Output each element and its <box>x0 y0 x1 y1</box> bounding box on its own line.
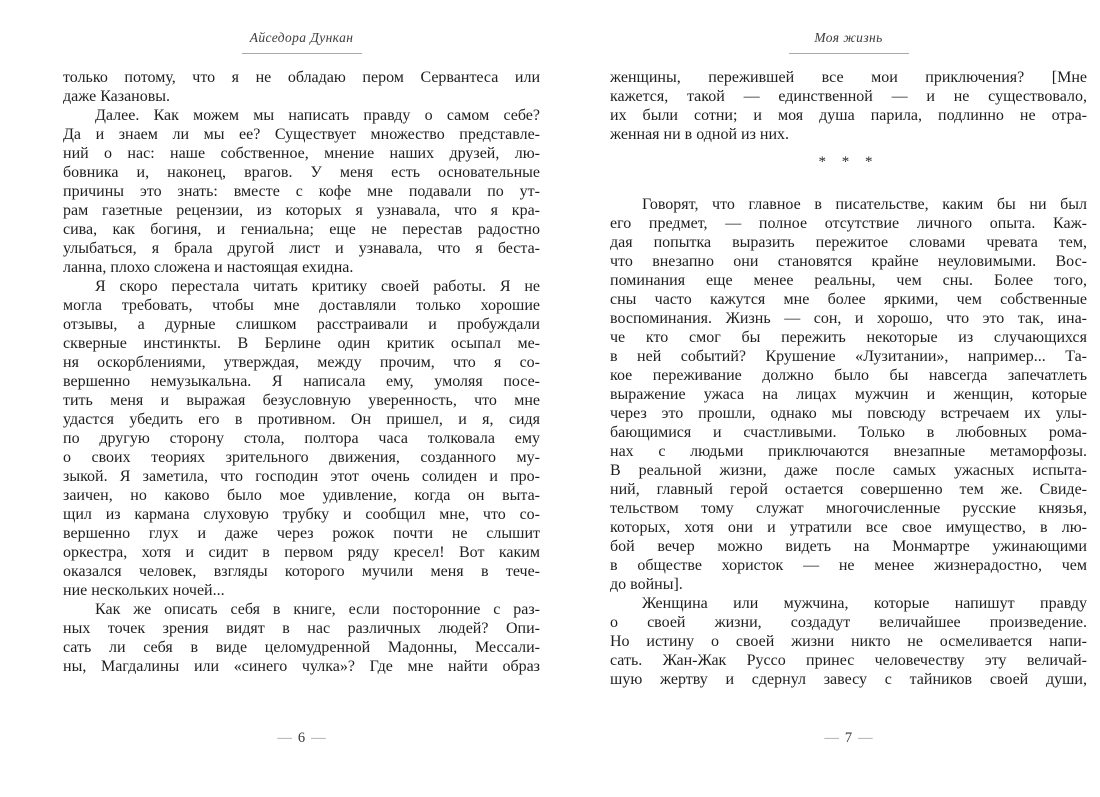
paragraph <box>63 68 540 106</box>
running-head-rule <box>789 53 909 54</box>
text-line: сать ли себя в виде целомудренной Мадонны, Мессали- <box>63 639 540 656</box>
text-line: Я скоро перестала читать критику своей работы. Я не <box>95 278 540 295</box>
text-line: рам газетные рецензии, из которых я узнавала, что я кра- <box>63 202 540 219</box>
text-line: заичен, но каково было мое удивление, когда он выта- <box>63 487 540 504</box>
text-line: кажется, такой — единственной — и не существовало, <box>610 88 1087 105</box>
paragraph <box>63 106 540 277</box>
text-line: сива, как богиня, и гениальна; еще не перестав радостно <box>63 221 540 238</box>
text-line: даже Казановы. <box>63 88 171 105</box>
text-line: что внезапно они становятся крайне неуловимыми. Вос- <box>610 253 1087 270</box>
text-line: ний, главный герой остается совершенно тем же. Свиде- <box>610 481 1087 498</box>
text-line: оказался человек, взгляды которого мучили меня в тече- <box>63 563 540 580</box>
text-line: Далее. Как можем мы написать правду о самом себе? <box>95 107 540 124</box>
text-line: отзывы, а дурные слишком расстраивали и пробуждали <box>63 316 540 333</box>
text-line: Говорят, что главное в писательстве, каким бы ни был <box>642 196 1087 213</box>
text-line: оркестра, хотя и сидит в первом ряду кресел! Вот каким <box>63 544 540 561</box>
text-line: причины это знать: вместе с кофе мне подавали по ут- <box>63 183 540 200</box>
text-line: их были сотни; и моя душа парила, подлинно не отра- <box>610 107 1087 124</box>
page-number-dash: — <box>824 730 839 746</box>
text-line: шую жертву и сдернул завесу с тайников своей души, <box>610 671 1087 688</box>
running-head-title: Моя жизнь <box>814 30 883 45</box>
text-line: Но истину о своей жизни никто не осмеливается напи- <box>610 633 1087 650</box>
text-line: воспоминания. Жизнь — сон, и хорошо, что это так, ина- <box>610 310 1087 327</box>
text-line: тельством тому служат многочисленные русские князья, <box>610 500 1087 517</box>
paragraph <box>63 277 540 600</box>
running-head-rule <box>242 53 362 54</box>
page-right <box>610 30 1087 746</box>
text-line: женщины, пережившей все мои приключения? [Мне <box>610 69 1087 86</box>
text-line: ня оскорблениями, утверждая, между прочим, что я со- <box>63 354 540 371</box>
text-line: че кто смог бы пережить некоторые из случающихся <box>610 329 1087 346</box>
text-line: Да и знаем ли мы ее? Существует множество представле- <box>63 126 540 143</box>
text-line: его предмет, — полное отсутствие личного опыта. Каж- <box>610 215 1087 232</box>
page-number-value: 6 <box>297 730 306 746</box>
page-number-dash: — <box>311 730 326 746</box>
text-line: удастся убедить его в противном. Он пришел, и я, сидя <box>63 411 540 428</box>
page-number-right <box>610 730 1087 746</box>
running-head-author: Айседора Дункан <box>249 30 354 45</box>
text-line: ний о нас: наше собственное, мнение наших друзей, лю- <box>63 145 540 162</box>
text-line: до войны]. <box>610 576 683 593</box>
page-number-left <box>63 730 540 746</box>
text-line: по другую сторону стола, полтора часа толковала ему <box>63 430 540 447</box>
text-line: сны часто кажутся мне более яркими, чем собственные <box>610 291 1087 308</box>
text-line: нах с людьми приключаются внезапные метаморфозы. <box>610 443 1087 460</box>
text-line: ны, Магдалины или «синего чулка»? Где мне найти образ <box>63 658 540 675</box>
text-line: ных точек зрения видят в нас различных людей? Опи- <box>63 620 540 637</box>
text-line: улыбаться, я брала другой лист и узнавала, что я беста- <box>63 240 540 257</box>
text-line: сать. Жан-Жак Руссо принес человечеству эту величай- <box>610 652 1087 669</box>
text-line: бой вечер можно видеть на Монмартре ужинающими <box>610 538 1087 555</box>
text-line: женная ни в одной из них. <box>610 126 790 143</box>
text-line: поминания еще менее реальны, чем сны. Более того, <box>610 272 1087 289</box>
text-line: которых, хотя они и утратили все свое имущество, в лю- <box>610 519 1087 536</box>
text-line: скверные инстинкты. В Берлине один критик осыпал ме- <box>63 335 540 352</box>
text-line: бающимися и счастливыми. Только в любовных рома- <box>610 424 1087 441</box>
section-separator: * * * <box>818 154 879 170</box>
page-left <box>63 30 540 746</box>
text-line: о своих теориях зрительного движения, созданного му- <box>63 449 540 466</box>
text-line: только потому, что я не обладаю пером Сервантеса или <box>63 69 540 86</box>
page-number-dash: — <box>858 730 873 746</box>
paragraph <box>63 600 540 676</box>
text-line: вершенно немузыкальна. Я написала ему, умоляя посе- <box>63 373 540 390</box>
page-body-right <box>610 68 1087 689</box>
text-line: о своей жизни, создадут величайшее произведение. <box>610 614 1087 631</box>
text-line: могла требовать, чтобы мне доставляли только хорошие <box>63 297 540 314</box>
text-line: через это прошли, однако мы повсюду встречаем их улы- <box>610 405 1087 422</box>
text-line: тить меня и выражая безусловную уверенность, что мне <box>63 392 540 409</box>
text-line: зыкой. Я заметила, что господин этот очень солиден и про- <box>63 468 540 485</box>
text-line: В реальной жизни, даже после самых ужасных испыта- <box>610 462 1087 479</box>
page-number-dash: — <box>277 730 292 746</box>
page-body-left <box>63 68 540 676</box>
text-line: выражение ужаса на лицах мужчин и женщин, которые <box>610 386 1087 403</box>
text-line: ние нескольких ночей... <box>63 582 225 599</box>
text-line: дая попытка выразить пережитое словами чревата тем, <box>610 234 1087 251</box>
text-line: Как же описать себя в книге, если посторонние с раз- <box>95 601 540 618</box>
text-line: Женщина или мужчина, которые напишут правду <box>642 595 1087 612</box>
text-line: щил из кармана слуховую трубку и сообщил мне, что со- <box>63 506 540 523</box>
text-line: в обществе хористок — не менее жизнерадостно, чем <box>610 557 1087 574</box>
text-line: кое переживание должно было бы навсегда запечатлеть <box>610 367 1087 384</box>
paragraph <box>610 195 1087 594</box>
page-number-value: 7 <box>844 730 853 746</box>
text-line: в ней событий? Крушение «Лузитании», например... Та- <box>610 348 1087 365</box>
running-head-right <box>610 30 1087 54</box>
text-line: вершенно глух и даже через рожок почти не слышит <box>63 525 540 542</box>
running-head-left <box>63 30 540 54</box>
paragraph <box>610 68 1087 144</box>
text-line: бовника и, наконец, врагов. У меня есть основательные <box>63 164 540 181</box>
text-line: ланна, плохо сложена и настоящая ехидна. <box>63 259 354 276</box>
paragraph <box>610 594 1087 689</box>
